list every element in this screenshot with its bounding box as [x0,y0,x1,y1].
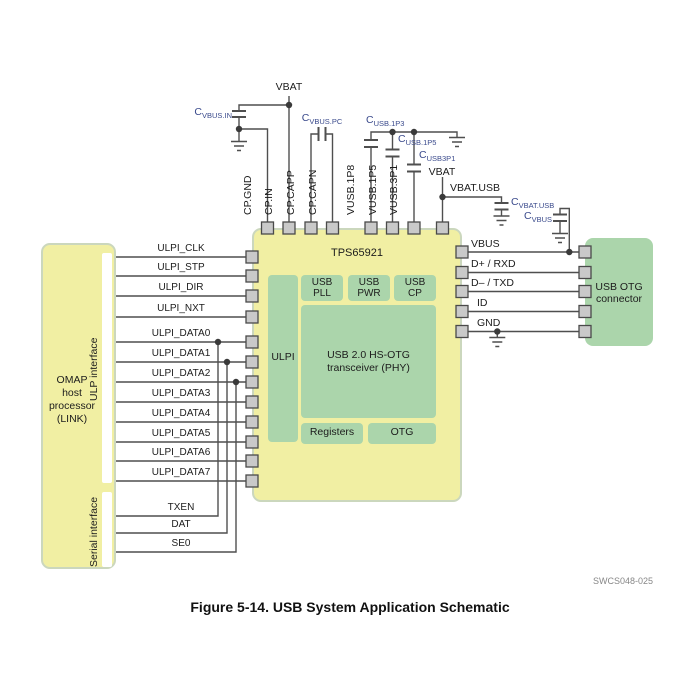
cap-subscript: USB.1P5 [405,138,437,148]
usb-phy-label [301,349,436,375]
pin-label-vusb-1p8: VUSB.1P8 [345,164,357,215]
cap-label-vbus [524,210,552,224]
usb-pwr-label [348,277,390,299]
signal-label-ulpi-dir: ULPI_DIR [158,282,204,293]
pin [246,376,258,388]
junction-dot [224,359,230,365]
net-label-dm-txd: D– / TXD [471,277,514,289]
omap-title-line: host [62,387,82,399]
pin [246,455,258,467]
cap-usb-1p5-symbol [386,150,400,157]
pin [246,336,258,348]
cap-vbat-usb-symbol [495,203,509,210]
serial-interface-label: Serial interface [88,496,100,567]
usb-cp-line: USB [404,277,426,288]
cap-subscript: USB3P1 [426,154,456,164]
cap-vbus-pc-symbol [319,127,326,141]
net-label-vbat-right: VBAT [428,166,456,178]
junction-dot [389,129,395,135]
signal-label-se0: SE0 [171,538,191,549]
pin [327,222,339,234]
signal-label-dat: DAT [171,519,191,530]
signal-label-txen: TXEN [167,502,195,513]
pin [305,222,317,234]
signal-label-ulpi-data6: ULPI_DATA6 [151,447,211,458]
cap-vbus-in-symbol [232,111,246,117]
pin [365,222,377,234]
pin-label-vusb-3p1: VUSB.3P1 [388,164,400,215]
ground-symbol [494,216,510,225]
pin [456,286,468,298]
cap-label-vbat-usb [511,196,554,210]
signal-label-ulpi-data4: ULPI_DATA4 [151,408,211,419]
cap-prefix: C [366,114,374,126]
signal-label-ulpi-stp: ULPI_STP [157,262,205,273]
signal-label-ulpi-data2: ULPI_DATA2 [151,368,211,379]
net-label-gnd: GND [477,317,501,329]
cap-prefix: C [194,106,202,118]
junction-dot [439,194,445,200]
cap-subscript: USB.1P3 [373,119,405,129]
cap-label-vbus-in [184,106,232,120]
pin [246,356,258,368]
pin-label-cp-capp: CP.CAPP [285,170,297,215]
otg-label: OTG [390,426,414,438]
cap-label-usb-1p3 [366,114,404,128]
pin [579,246,591,258]
usb-pll-label [301,277,343,299]
net-label-vbat-usb: VBAT.USB [450,182,500,194]
ground-symbol [552,234,568,243]
signal-label-ulpi-data1: ULPI_DATA1 [151,348,211,359]
omap-title-line: (LINK) [56,413,88,425]
net-label-dp-rxd: D+ / RXD [471,258,516,270]
pin [246,436,258,448]
junction-dot [233,379,239,385]
document-code: SWCS048-025 [592,576,653,586]
ulpi-label: ULPI [271,351,295,363]
pin [283,222,295,234]
usb-cp-line: CP [408,288,422,299]
cap-subscript: VBUS.PC [309,117,343,127]
pin [579,267,591,279]
signal-label-ulpi-data7: ULPI_DATA7 [151,467,211,478]
cap-vbus-symbol [553,215,567,222]
ground-symbol [449,138,465,147]
connector-title-line: USB OTG [595,281,643,293]
usb-pwr-line: PWR [357,288,381,299]
pin [246,270,258,282]
pin [246,290,258,302]
pin [246,396,258,408]
ulp-interface-label: ULP interface [88,337,100,401]
junction-dot [215,339,221,345]
pin-label-cp-in: CP.IN [263,188,275,215]
cap-prefix: C [524,210,532,222]
omap-title-line: OMAP [56,374,88,386]
usb-cp-label [394,277,436,299]
pin [456,267,468,279]
pin [437,222,449,234]
ground-symbol [489,338,505,347]
pin [456,306,468,318]
pin [262,222,274,234]
usb-pll-line: USB [311,277,333,288]
pin [408,222,420,234]
signal-label-ulpi-clk: ULPI_CLK [157,243,205,254]
cap-usb-1p3-symbol [364,140,378,147]
signal-label-ulpi-data0: ULPI_DATA0 [151,328,211,339]
usb-phy-line: USB 2.0 HS-OTG [327,349,410,361]
net-label-vbus: VBUS [471,238,500,250]
tps-title: TPS65921 [331,247,383,259]
cap-prefix: C [419,149,427,161]
pin [246,416,258,428]
pin [246,311,258,323]
cap-label-vbus-pc [292,112,352,126]
omap-title-line: processor [48,400,96,412]
ground-symbol [231,142,247,151]
net-label-vbat-top: VBAT [275,81,303,93]
signal-label-ulpi-nxt: ULPI_NXT [157,303,205,314]
cap-subscript: VBAT.USB [518,201,555,211]
net-label-id: ID [477,297,488,309]
cap-prefix: C [398,133,406,145]
cap-prefix: C [301,112,310,124]
registers-label: Registers [309,426,355,438]
signal-label-ulpi-data5: ULPI_DATA5 [151,428,211,439]
pin-label-vusb-1p5: VUSB.1P5 [366,164,379,215]
junction-dot [494,328,500,334]
cap-label-usb-1p5 [398,133,436,147]
pin [579,326,591,338]
usb-pwr-line: USB [358,277,380,288]
pin [579,306,591,318]
junction-dot [566,249,572,255]
junction-dot [236,126,242,132]
usb-phy-line: transceiver (PHY) [327,362,410,374]
cap-subscript: VBUS.IN [201,111,232,121]
cap-subscript: VBUS [531,215,553,225]
figure-caption: Figure 5-14. USB System Application Schematic [190,599,510,615]
junction-dots [215,102,573,385]
pin [387,222,399,234]
pin [246,475,258,487]
signal-label-ulpi-data3: ULPI_DATA3 [151,388,211,399]
connector-title-line: connector [595,293,643,305]
connector-title [585,281,653,305]
cap-prefix: C [511,196,519,208]
usb-pll-line: PLL [313,288,331,299]
pin-label-cp-gnd: CP.GND [241,175,254,215]
pin-label-cp-capn: CP.CAPN [306,169,319,215]
junction-dot [286,102,292,108]
cap-label-usb3p1 [419,149,455,163]
pin [456,326,468,338]
